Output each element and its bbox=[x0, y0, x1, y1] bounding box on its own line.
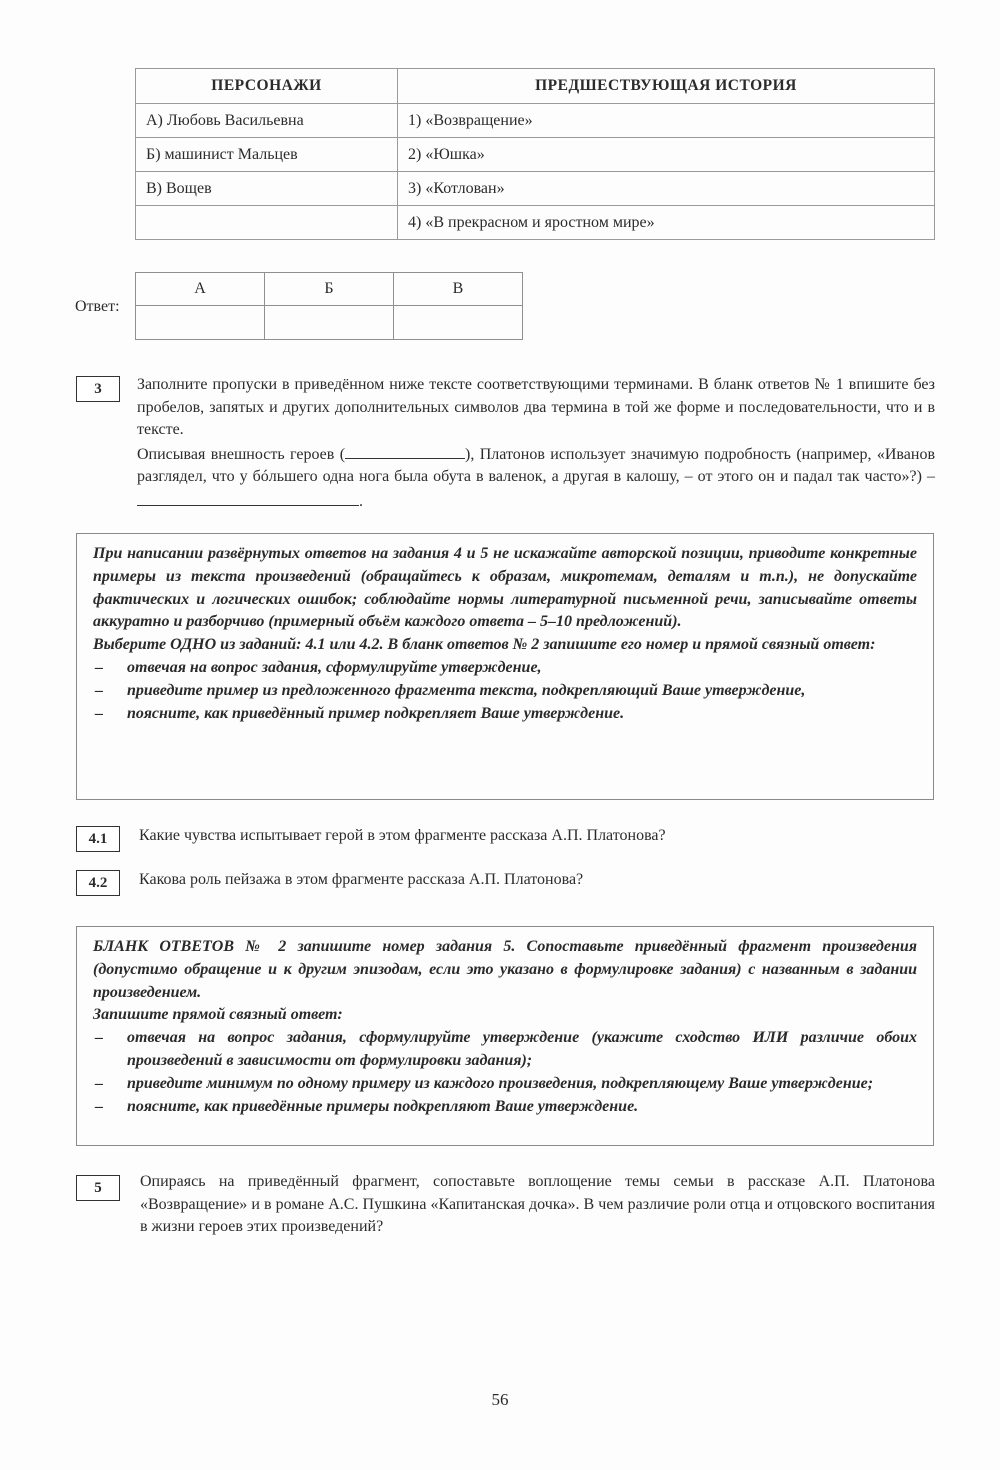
story-cell: 2) «Юшка» bbox=[398, 138, 935, 172]
story-cell: 4) «В прекрасном и яростном мире» bbox=[398, 206, 935, 240]
task-5-text: Опираясь на приведённый фрагмент, сопоставьте воплощение темы семьи в рассказе А.П. Платонова «Возвращение» и в романе А.С. Пушкина «Капитанская дочка». В чем различие роли отца и отцовского воспитания в жизни героев этих произведений? bbox=[140, 1173, 935, 1235]
task-number-4-1: 4.1 bbox=[76, 826, 120, 852]
table-row bbox=[136, 172, 935, 206]
matching-table-header bbox=[136, 69, 935, 104]
answer-cell-b[interactable] bbox=[265, 306, 394, 340]
answer-column-b: Б bbox=[265, 273, 394, 306]
matching-table bbox=[135, 68, 935, 240]
list-item: – поясните, как приведённые примеры подкрепляют Ваше утверждение. bbox=[93, 1096, 917, 1119]
task-3-text bbox=[137, 374, 935, 513]
character-cell: В) Вощев bbox=[136, 172, 398, 206]
instructions-box-5 bbox=[76, 926, 934, 1146]
instructions-paragraph: Запишите прямой связный ответ: bbox=[93, 1006, 343, 1024]
table-row bbox=[136, 104, 935, 138]
header-stories: ПРЕДШЕСТВУЮЩАЯ ИСТОРИЯ bbox=[398, 69, 935, 104]
answer-cell-v[interactable] bbox=[394, 306, 523, 340]
list-item: – отвечая на вопрос задания, сформулируйте утверждение, bbox=[93, 657, 917, 680]
list-item: – отвечая на вопрос задания, сформулируйте утверждение (укажите сходство ИЛИ различие обоих произведений в зависимости от формулировки задания); bbox=[93, 1027, 917, 1073]
instructions-paragraph: При написании развёрнутых ответов на задания 4 и 5 не искажайте авторской позиции, приводите конкретные примеры из текста произведений (обращайтесь к образам, микротемам, деталям и т.п.), не допускайте фактических и логических ошибок; соблюдайте нормы литературной письменной речи, записывайте ответы аккуратно и разборчиво (примерный объём каждого ответа – 5–10 предложений). bbox=[93, 545, 917, 631]
blank-field-2[interactable] bbox=[137, 489, 359, 506]
list-item: – поясните, как приведённый пример подкрепляет Ваше утверждение. bbox=[93, 703, 917, 726]
character-cell: Б) машинист Мальцев bbox=[136, 138, 398, 172]
instructions-box-4-5 bbox=[76, 533, 934, 800]
task-number-4-2: 4.2 bbox=[76, 870, 120, 896]
answer-column-v: В bbox=[394, 273, 523, 306]
instructions-list bbox=[93, 1027, 917, 1118]
story-cell: 1) «Возвращение» bbox=[398, 104, 935, 138]
task-3-instruction: Заполните пропуски в приведённом ниже тексте соответствующими терминами. В бланк ответов № 1 впишите без пробелов, запятых и других дополнительных символов два термина в той же форме и последовательности, что и в тексте. bbox=[137, 376, 935, 438]
task-3-sentence-start: Описывая внешность героев ( bbox=[137, 445, 346, 463]
instructions-list bbox=[93, 657, 917, 725]
answer-column-a: А bbox=[136, 273, 265, 306]
answer-label: Ответ: bbox=[75, 298, 120, 315]
task-4-1-text: Какие чувства испытывает герой в этом фрагменте рассказа А.П. Платонова? bbox=[139, 827, 666, 844]
page-number: 56 bbox=[491, 1390, 509, 1409]
instructions-paragraph: Выберите ОДНО из заданий: 4.1 или 4.2. В бланк ответов № 2 запишите его номер и прямой связный ответ: bbox=[93, 636, 876, 654]
answer-cell-a[interactable] bbox=[136, 306, 265, 340]
character-cell: А) Любовь Васильевна bbox=[136, 104, 398, 138]
task-3-sentence-end: . bbox=[359, 492, 363, 510]
list-item: – приведите пример из предложенного фрагмента текста, подкрепляющий Ваше утверждение, bbox=[93, 680, 917, 703]
header-characters: ПЕРСОНАЖИ bbox=[136, 69, 398, 104]
task-number-5: 5 bbox=[76, 1175, 120, 1201]
task-4-2-text: Какова роль пейзажа в этом фрагменте рассказа А.П. Платонова? bbox=[139, 871, 584, 888]
table-row bbox=[136, 206, 935, 240]
answer-grid bbox=[135, 272, 523, 340]
story-cell: 3) «Котлован» bbox=[398, 172, 935, 206]
task-3-sentence-middle: ), Платонов использует значимую подробность (например, «Иванов разглядел, что у бóльшего одна нога была обута в валенок, а другая в калошу, – от этого он и падал так часто»?) – bbox=[137, 445, 935, 485]
list-item: – приведите минимум по одному примеру из каждого произведения, подкрепляющему Ваше утверждение; bbox=[93, 1073, 917, 1096]
task-number-3: 3 bbox=[76, 376, 120, 402]
character-cell bbox=[136, 206, 398, 240]
table-row bbox=[136, 138, 935, 172]
instructions-paragraph: БЛАНК ОТВЕТОВ № 2 запишите номер задания 5. Сопоставьте приведённый фрагмент произведения (допустимо обращение и к другим эпизодам, если это указано в формулировке задания) с названным в задании произведением. bbox=[93, 938, 917, 1001]
blank-field-1[interactable] bbox=[345, 442, 465, 459]
